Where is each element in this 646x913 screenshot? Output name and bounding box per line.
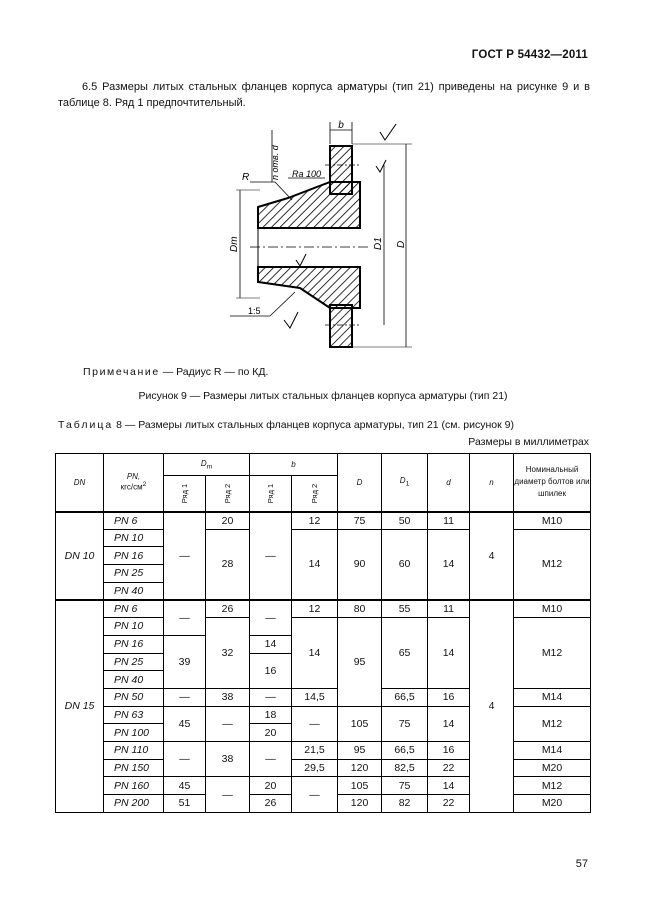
table-cell: 14 — [428, 618, 470, 689]
table-cell: 29,5 — [292, 759, 338, 777]
header-n: n — [470, 454, 514, 512]
table-cell: — — [206, 777, 250, 812]
header-dm: $D_m$ — [164, 454, 250, 476]
table-cell: 38 — [206, 741, 250, 776]
table-cell: 11 — [428, 600, 470, 618]
table-cell: — — [206, 706, 250, 741]
table-cell: PN 40 — [104, 582, 164, 600]
table-cell: PN 100 — [104, 724, 164, 742]
table-cell: 14,5 — [292, 688, 338, 706]
table-cell: 55 — [382, 600, 428, 618]
header-dm-row2: Ряд 2 — [206, 476, 250, 512]
table-cell: 75 — [382, 706, 428, 741]
table-cell: PN 160 — [104, 777, 164, 795]
page-number: 57 — [575, 858, 588, 870]
flange-drawing — [200, 120, 430, 350]
table-cell: 38 — [206, 688, 250, 706]
table-caption — [58, 419, 514, 431]
table-cell: M12 — [514, 618, 591, 689]
label-slope: 1:5 — [248, 306, 261, 316]
group-dn15 — [56, 600, 591, 812]
table-cell: 26 — [250, 795, 292, 813]
table-cell: — — [250, 741, 292, 776]
table-cell: 80 — [338, 600, 382, 618]
table-cell: — — [164, 600, 206, 635]
table-cell: 12 — [292, 600, 338, 618]
header-bolt: Номинальный диаметр болтов или шпилек — [514, 454, 591, 512]
group-dn10 — [56, 512, 591, 600]
table-cell: PN 6 — [104, 600, 164, 618]
table-cell: PN 200 — [104, 795, 164, 813]
table-caption-text: 8 — Размеры литых стальных фланцев корпуса арматуры, тип 21 (см. рисунок 9) — [113, 419, 514, 431]
header-d: d — [428, 454, 470, 512]
table-cell: 105 — [338, 706, 382, 741]
units-note: Размеры в миллиметрах — [468, 436, 589, 448]
label-holes: n отв. d — [270, 145, 280, 180]
label-b: b — [338, 120, 344, 131]
label-D: D — [396, 240, 407, 248]
table-cell: 105 — [338, 777, 382, 795]
table-cell: M10 — [514, 600, 591, 618]
flange-dimensions-table — [55, 453, 591, 813]
table-cell: PN 63 — [104, 706, 164, 724]
table-cell: PN 10 — [104, 618, 164, 636]
table-cell: PN 110 — [104, 741, 164, 759]
table-cell: 21,5 — [292, 741, 338, 759]
table-cell: — — [292, 706, 338, 741]
table-cell: 14 — [428, 706, 470, 741]
table-cell: 20 — [250, 777, 292, 795]
table-cell: 45 — [164, 777, 206, 795]
table-cell: 82,5 — [382, 759, 428, 777]
table-cell: PN 25 — [104, 653, 164, 671]
table-cell: DN 10 — [56, 512, 104, 600]
table-cell: 50 — [382, 512, 428, 530]
table-caption-label: Таблица — [58, 419, 114, 431]
header-b: b — [250, 454, 338, 476]
header-b-row2: Ряд 2 — [292, 476, 338, 512]
table-cell: M12 — [514, 706, 591, 741]
table-cell: 4 — [470, 512, 514, 600]
table-cell: 75 — [338, 512, 382, 530]
table-cell: PN 150 — [104, 759, 164, 777]
header-D: D — [338, 454, 382, 512]
table-cell: — — [164, 688, 206, 706]
label-ra: Ra 100 — [292, 169, 322, 179]
figure-note — [83, 366, 268, 378]
table-cell: 14 — [292, 618, 338, 689]
document-header: ГОСТ Р 54432—2011 — [471, 49, 588, 61]
table-cell: 22 — [428, 795, 470, 813]
header-dn: DN — [56, 454, 104, 512]
table-cell: PN 25 — [104, 565, 164, 583]
table-cell: M12 — [514, 777, 591, 795]
section-paragraph: 6.5 Размеры литых стальных фланцев корпуса арматуры (тип 21) приведены на рисунке 9 и в таблице 8. Ряд 1 предпочтительный. — [58, 81, 590, 109]
table-cell: 11 — [428, 512, 470, 530]
header-dm-row1: Ряд 1 — [164, 476, 206, 512]
table-cell: 16 — [428, 741, 470, 759]
table-cell: 4 — [470, 600, 514, 812]
table-cell: PN 16 — [104, 547, 164, 565]
table-cell: 20 — [250, 724, 292, 742]
table-cell: 26 — [206, 600, 250, 618]
table-cell: 16 — [250, 653, 292, 688]
figure-caption: Рисунок 9 — Размеры литых стальных фланцев корпуса арматуры (тип 21) — [138, 390, 508, 402]
table-cell: 18 — [250, 706, 292, 724]
table-cell: 14 — [292, 529, 338, 600]
label-R: R — [242, 172, 250, 183]
table-cell: 45 — [164, 706, 206, 741]
table-cell: M14 — [514, 741, 591, 759]
table-cell: PN 40 — [104, 671, 164, 689]
table-cell: 66,5 — [382, 688, 428, 706]
table-cell: — — [250, 688, 292, 706]
table-cell: — — [250, 512, 292, 600]
table-cell: 95 — [338, 618, 382, 706]
note-text: — Радиус R — по КД. — [159, 366, 269, 378]
table-cell: 20 — [206, 512, 250, 530]
table-cell: M10 — [514, 512, 591, 530]
table-cell: — — [164, 512, 206, 600]
header-D1: $D_1$ — [382, 454, 428, 512]
table-cell: M20 — [514, 759, 591, 777]
table-cell: 22 — [428, 759, 470, 777]
table-cell: PN 6 — [104, 512, 164, 530]
table-cell: 51 — [164, 795, 206, 813]
table-cell: 95 — [338, 741, 382, 759]
table-cell: PN 16 — [104, 635, 164, 653]
table-cell: — — [292, 777, 338, 812]
table-cell: 82 — [382, 795, 428, 813]
table-cell: PN 10 — [104, 529, 164, 547]
table-cell: PN 50 — [104, 688, 164, 706]
table-cell: 39 — [164, 635, 206, 688]
header-b-row1: Ряд 1 — [250, 476, 292, 512]
label-Dm: Dm — [229, 236, 240, 252]
table-cell: 120 — [338, 795, 382, 813]
note-label: Примечание — [83, 366, 160, 378]
table-cell: M12 — [514, 529, 591, 600]
table-cell: 65 — [382, 618, 428, 689]
table-cell: 75 — [382, 777, 428, 795]
table-cell: M20 — [514, 795, 591, 813]
table-cell: 60 — [382, 529, 428, 600]
table-cell: 28 — [206, 529, 250, 600]
table-cell: — — [250, 600, 292, 635]
table-row — [56, 512, 591, 530]
table-cell: 66,5 — [382, 741, 428, 759]
table-cell: M14 — [514, 688, 591, 706]
table-cell: 14 — [428, 529, 470, 600]
header-pn: PN, кгс/$см^2$ — [104, 454, 164, 512]
label-D1: D1 — [373, 237, 384, 250]
table-cell: 120 — [338, 759, 382, 777]
table-cell: 14 — [428, 777, 470, 795]
table-cell: 32 — [206, 618, 250, 689]
table-cell: — — [164, 741, 206, 776]
table-cell: 90 — [338, 529, 382, 600]
table-cell: 14 — [250, 635, 292, 653]
table-cell: 12 — [292, 512, 338, 530]
table-cell: DN 15 — [56, 600, 104, 812]
table-cell: 16 — [428, 688, 470, 706]
table-row — [56, 600, 591, 618]
